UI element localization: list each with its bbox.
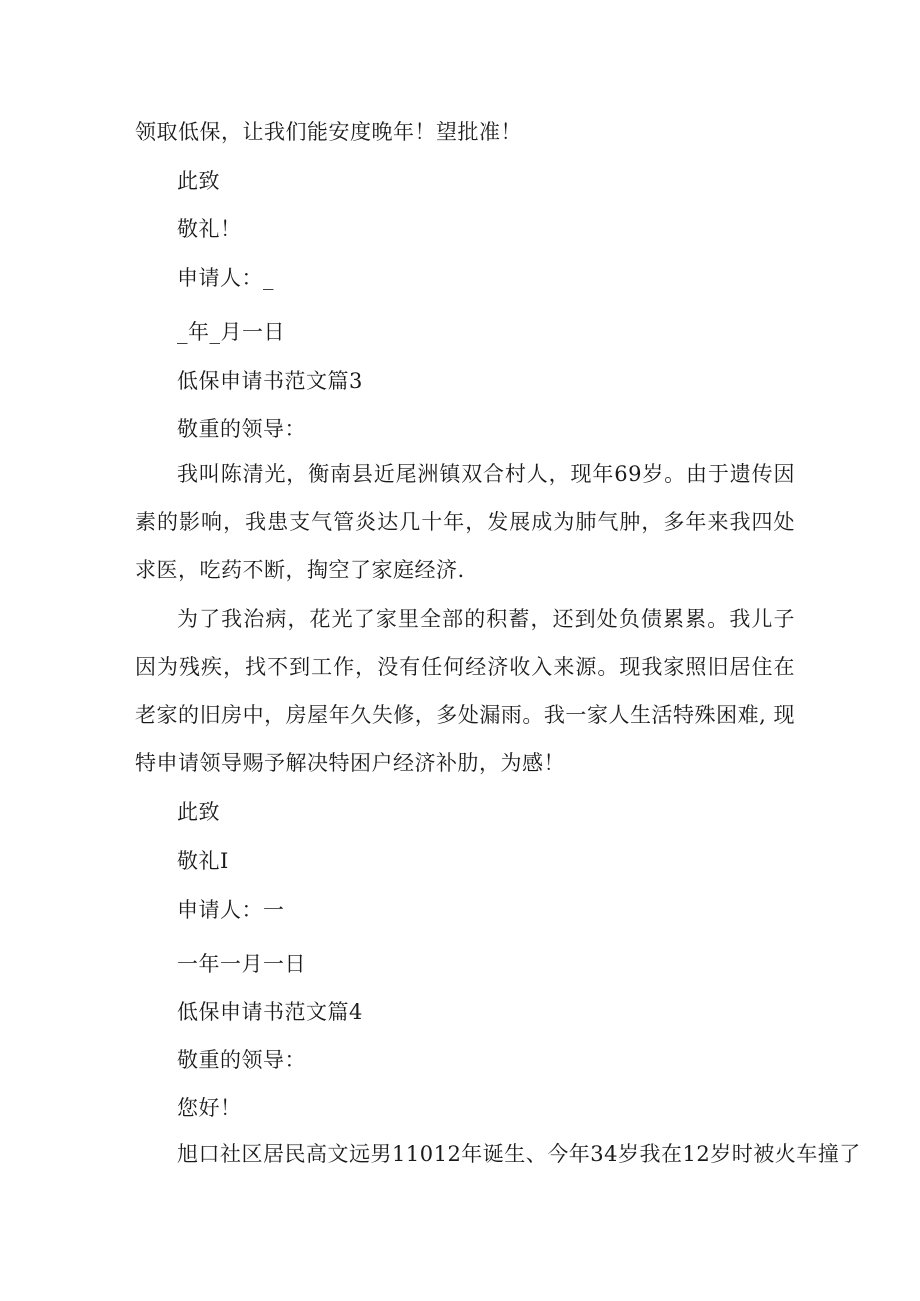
body-paragraph: 为了我治病，花光了家里全部的积蓄，还到处负债累累。我儿子因为残疾，找不到工作，没有任何经济收入来源。现我家照旧居住在老家的旧房中，房屋年久失修，多处漏雨。我一家人生活特殊困难, 现特申请领导赐予解决特困户经济补肋，为感！	[135, 607, 795, 775]
greeting-line: 敬重的领导：	[177, 1048, 306, 1072]
greeting-line: 您好！	[177, 1096, 242, 1120]
salutation-line: 敬礼I	[177, 849, 229, 873]
salutation-line: 敬礼！	[177, 217, 242, 241]
salutation-line: 此致	[177, 169, 220, 193]
text-line: 旭口社区居民高文远男11012年诞生、今年34岁我在12岁时被火车撞了	[177, 1142, 861, 1166]
text-line: 领取低保，让我们能安度晚年！望批准！	[135, 120, 522, 144]
salutation-line: 此致	[177, 800, 220, 824]
date-line: _年_月一日	[177, 320, 285, 344]
section-heading: 低保申请书范文篇3	[177, 369, 363, 393]
date-line: 一年一月一日	[177, 952, 306, 976]
greeting-line: 敬重的领导：	[177, 417, 306, 441]
applicant-line: 申请人：_	[177, 266, 274, 290]
applicant-line: 申请人：一	[177, 898, 285, 922]
body-paragraph: 我叫陈清光，衡南县近尾洲镇双合村人，现年69岁。由于遗传因素的影响，我患支气管炎达几十年，发展成为肺气肿，多年来我四处求医，吃药不断，掏空了家庭经济.	[135, 462, 795, 582]
section-heading: 低保申请书范文篇4	[177, 1000, 363, 1024]
